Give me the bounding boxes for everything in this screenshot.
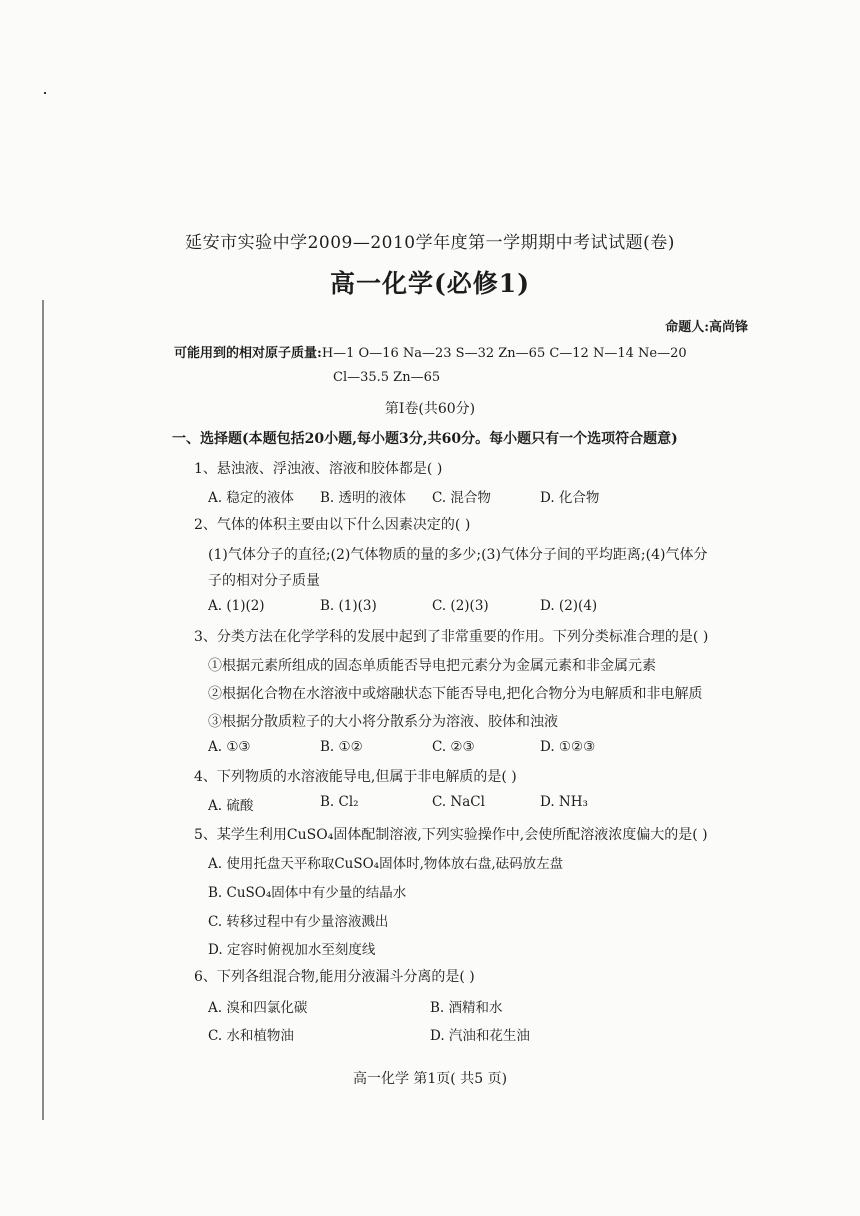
question-1-option-b: B. 透明的液体 [320,490,407,506]
question-4-stem: 4、下列物质的水溶液能导电,但属于非电解质的是( ) [194,769,517,785]
question-3-detail-3: ③根据分散质粒子的大小将分散系分为溶液、胶体和浊液 [208,714,558,730]
part-title: 第Ⅰ卷(共60分) [384,401,476,417]
question-2-detail-1: (1)气体分子的直径;(2)气体物质的量的多少;(3)气体分子间的平均距离;(4)气体分 [208,547,708,563]
question-5-option-a: A. 使用托盘天平称取CuSO₄固体时,物体放右盘,砝码放左盘 [208,856,564,872]
scan-edge-line [42,300,44,1120]
question-6-option-d: D. 汽油和花生油 [430,1028,530,1044]
question-2-option-b: B. (1)(3) [320,598,377,614]
question-3-detail-2: ②根据化合物在水溶液中或熔融状态下能否导电,把化合物分为电解质和非电解质 [208,686,703,702]
question-6-stem: 6、下列各组混合物,能用分液漏斗分离的是( ) [194,969,475,985]
question-1-option-a: A. 稳定的液体 [208,490,294,506]
exam-title: 延安市实验中学2009—2010学年度第一学期期中考试试题(卷) [185,233,675,253]
question-2-stem: 2、气体的体积主要由以下什么因素决定的( ) [194,517,471,533]
question-3-detail-1: ①根据元素所组成的固态单质能否导电把元素分为金属元素和非金属元素 [208,658,656,674]
question-3-option-b: B. ①② [320,739,363,755]
question-5-option-c: C. 转移过程中有少量溶液溅出 [208,914,389,930]
question-1-option-c: C. 混合物 [432,490,491,506]
question-3-option-a: A. ①③ [208,739,251,755]
atomic-mass-values-1: H—1 O—16 Na—23 S—32 Zn—65 C—12 N—14 Ne—20 [321,346,687,361]
question-2-detail-2: 子的相对分子质量 [208,573,320,589]
author-line: 命题人:高尚锋 [665,320,748,335]
question-4-option-a: A. 硫酸 [208,798,254,814]
question-3-option-d: D. ①②③ [540,739,596,755]
atomic-mass-line-2: Cl—35.5 Zn—65 [333,370,441,385]
atomic-mass-line-1 [174,342,687,361]
atomic-mass-label: 可能用到的相对原子质量: [174,346,322,361]
question-6-option-a: A. 溴和四氯化碳 [208,1000,308,1016]
question-4-option-c: C. NaCl [432,794,485,810]
page-footer: 高一化学 第1页( 共5 页) [352,1071,508,1087]
question-5-option-b: B. CuSO₄固体中有少量的结晶水 [208,885,407,901]
question-5-stem: 5、某学生利用CuSO₄固体配制溶液,下列实验操作中,会使所配溶液浓度偏大的是( ) [194,827,708,843]
question-1-stem: 1、悬浊液、浮浊液、溶液和胶体都是( ) [194,461,443,477]
question-6-option-c: C. 水和植物油 [208,1028,294,1044]
question-6-option-b: B. 酒精和水 [430,1000,503,1016]
scan-speck [44,92,46,94]
section-heading: 一、选择题(本题包括20小题,每小题3分,共60分。每小题只有一个选项符合题意) [172,431,678,447]
question-2-option-c: C. (2)(3) [432,598,489,614]
question-1-option-d: D. 化合物 [540,490,600,506]
question-3-stem: 3、分类方法在化学学科的发展中起到了非常重要的作用。下列分类标准合理的是( ) [194,629,709,645]
question-5-option-d: D. 定容时俯视加水至刻度线 [208,942,376,958]
question-2-option-d: D. (2)(4) [540,598,598,614]
question-2-option-a: A. (1)(2) [208,598,265,614]
question-4-option-d: D. NH₃ [540,794,588,810]
subject-title: 高一化学(必修1) [329,269,531,298]
question-4-option-b: B. Cl₂ [320,794,359,810]
question-3-option-c: C. ②③ [432,739,475,755]
